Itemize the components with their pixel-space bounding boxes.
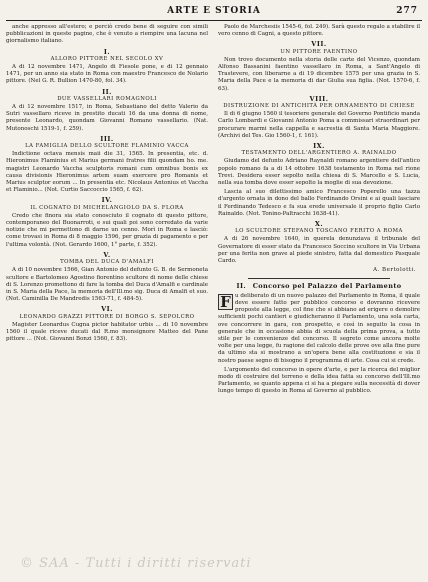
article-text: u deliberato di un nuovo palazzo del Parlamento in Roma, il quale deve essere fatto per pubblico concorso e dovranno ricevere proposte alla legge, col fine che si abbiano ad erigere o demolire sufficienti pochi cantieri e giudicheranno il Parlamento, una sola carta, ove concorrere in gara, con prospetto, e così in seguito la cosa in generale che in occasione abbia di scuola della prima prova, a tutto stile per le convenienze del concorso. Il segreto come ancora molte volte per una legge, fu ragione del calcolo delle prove ove alla fine pure da ultimo sta si mostrano a un'opera bene alla costituzione e sia il nostro paese segno di bisogno il programma di arte. Cosa cui si crede. <box>218 292 420 364</box>
section-title: ALLORO PITTORE NEL SECOLO XV <box>50 55 164 62</box>
section-number: V. <box>103 250 111 259</box>
intro-paragraph: Paolo de Marchesiis 1545-6, fol. 249). Sarà questo regalo a stabilire il vero cenno di Cagni, a questo pittore. <box>218 24 420 38</box>
section-heading <box>6 136 208 150</box>
article-title: Concorso pel Palazzo del Parlamento <box>252 281 402 290</box>
section-number: II. <box>102 87 112 96</box>
journal-title: ARTE E STORIA <box>167 6 261 16</box>
section-heading <box>6 49 208 63</box>
section-text: A di 10 novembre 1566, Gian Antonio del defunto G. B. de Sermoneta scultore e Bartolomeo Agostino fiorentino scultore di nome delle chiese di S. Lorenzo promettono di fare la tomba del Duca d'Amalfi e cardinale in S. Maria della Pace, la memoria dell'Ill.mo sig. Duca di Amalfi et suo. (Not. Caminilla De Mandredis 1563-71, f. 484-5). <box>6 267 208 303</box>
running-header <box>6 4 422 21</box>
article-heading <box>218 283 420 290</box>
section-title: TESTAMENTO DELL'ARGENTIERO A. RAINALDO <box>241 150 397 157</box>
article-number: II. <box>236 281 247 290</box>
section-number: IV. <box>101 196 113 205</box>
section-title: LO SCULTORE STEFANO TOSCANO FERITO A ROMA <box>235 228 403 235</box>
section-heading <box>218 96 420 110</box>
section-heading <box>6 89 208 103</box>
section-number: VI. <box>101 305 113 314</box>
intro-paragraph: anche appresso all'estero; e perciò credo bene di seguire con simili pubblicazioni in queste pagine, che è venuto a riempire una lacuna nel giornalismo italiano. <box>6 24 208 45</box>
section-number: I. <box>103 47 111 56</box>
section-heading <box>6 306 208 320</box>
section-number: X. <box>314 220 324 229</box>
left-column <box>6 24 208 345</box>
copyright-watermark: © SAA - Tutti i diritti riservati <box>20 556 252 571</box>
section-number: VIII. <box>309 94 329 103</box>
section-number: IX. <box>313 142 325 151</box>
section-text: Lascia al suo dilettissimo amico Francesco Poperello una tazza d'argento ornata in dono del ballo Ferdinando Orsini e ai quali lasciare il Ferdinando Tedesco e fa sua erede universale il proprio figlio Carlo Rainaldo. (Not. Tonino-Paltracchi 1638-41). <box>218 189 420 217</box>
section-text: Il di 6 giugno 1560 il tesoriere generale del Governo Pontificio manda Carlo Lombardi e Giovanni Antonio Poma a commissari straordinari per procurare marmi nella cappella e sacrestia di Santa Maria Maggiore. (Archivi del Tes. Gio 1560-1, f. 161). <box>218 111 420 139</box>
section-heading <box>218 41 420 55</box>
section-title: LEONARDO GRAZZI PITTORE DI BORGO S. SEPOLCRO <box>19 313 195 320</box>
section-heading <box>6 252 208 266</box>
section-divider <box>248 278 390 279</box>
section-text: A di 12 novembre 1517, in Roma, Sebastiano del detto Valerio da Sutri vassellaro riceve in prestito ducati 16 da una donna di nome, presente Leonardo, quondam Giovanni Romano vassellario. (Nat. Mutonoschi 1519-1, f. 259). <box>6 104 208 132</box>
section-heading <box>218 221 420 235</box>
section-heading <box>218 143 420 157</box>
document-page <box>6 4 422 578</box>
section-text: Credo che finora sia stato conosciuto il cognato di questo pittore, contemporaneo del Buonarroti, e sui quali poi sono corredato da varie notizie che mi permettono di darne un cenno. Morì in Roma e lasciò: come trovasi in Roma di 8 maggio 1596, per grazia di pagamento e per l'ultima volontà. (Not. Gerardo 1600, 1° parte, f. 352). <box>6 212 208 248</box>
section-text: A di 26 novembre 1640, in querela denunziava il tribunale del Governatore di esser stato da Francesco Soccino scultore in Via Urbana per una ferita non grave al piede sinistro, fatta dal domestico Pasquale Cardo. <box>218 236 420 265</box>
section-text: A di 12 novembre 1471, Angelo di Fiesole pone, e di 12 gennaio 1471, per un anno sia stato in Roma con maestro Francesco de Nolario pittore. (Nel G. R. Bullion 1470-80, fol. 34). <box>6 64 208 85</box>
right-column <box>218 24 420 398</box>
section-title: DISTRUZIONE DI ANTICHITÀ PER ORNAMENTO DI CHIESE <box>223 103 415 110</box>
section-title: DUE VASSELLARI ROMAGNOLI <box>57 95 157 102</box>
section-title: UN PITTORE FAENTINO <box>280 48 358 55</box>
section-title: IL COGNATO DI MICHELANGIOLO DA S. FLORA <box>30 204 184 211</box>
author-signature: A. Bertolotti. <box>373 267 416 274</box>
section-text: Giudamo del defunto Adriano Raynaldi romano argentiere dell'antico popolo romano fa a di 14 ottobre 1638 testamento in Roma nel rione Trevi. Desidera esser sepolto nella chiesa di S. Marcello e S. Lucia, nella sua tomba dove esser sepolto la moglie di sua devozione. <box>218 158 420 187</box>
page-number: 277 <box>396 6 418 16</box>
section-number: III. <box>100 134 114 143</box>
section-title: LA FAMIGLIA DELLO SCULTORE FLAMINIO VACCA <box>25 143 189 150</box>
section-number: VII. <box>311 40 327 49</box>
article-paragraph: L'argomento del concorso in opere d'arte, e per la ricerca del miglior modo di costruire del terreno e della idea fatta su concorso dell'Ill.mo Parlamento, se quanto appena ci si ha a piegare sulla necessità di dover lungo tempo di questo in Roma al Governo al pubblico. <box>218 366 420 395</box>
section-text: Indictione octava mensis maii die 31, 1565. In presentia, etc. d. Hieronimus Flaminius et Marius germani fratres filii quondam ho. me. magistri Leonardo Vaccha sculptoris romani cum omnibus bonis ex causa divisionis Hieronimus artem suam exercere pro Romanis et Marius sculptor eorum ... In presentia etc. Nicolaus Antonius et Vaccha et Flaminio... (Not. Curtio Saccoccio 1565, f. 62). <box>6 151 208 194</box>
drop-cap: F <box>218 294 233 310</box>
section-title: TOMBA DEL DUCA D'AMALFI <box>60 259 154 266</box>
section-text: Non trovo documento nella storia delle carte del Vicenzo, quondam Alfonso Bassanini faentino vassellaro in Roma, a Sant'Angelo di Trastevere, con liberarne a di 19 dicembre 1575 per una grazia in S. Maria della Pace e la memoria di dar Giulia sua figlia. (Not. 1570-6, f. 63). <box>218 56 420 92</box>
article-paragraph <box>218 293 420 365</box>
section-text: Magister Leonardus Cugna pictor habitator urbis ... di 10 novembre 1560 il quale riceve ducati dal R.mo monsignore Matteo del Pane pittore ... (Not. Giovanni Bonzi 1560, f. 83). <box>6 321 208 343</box>
section-heading <box>6 197 208 211</box>
